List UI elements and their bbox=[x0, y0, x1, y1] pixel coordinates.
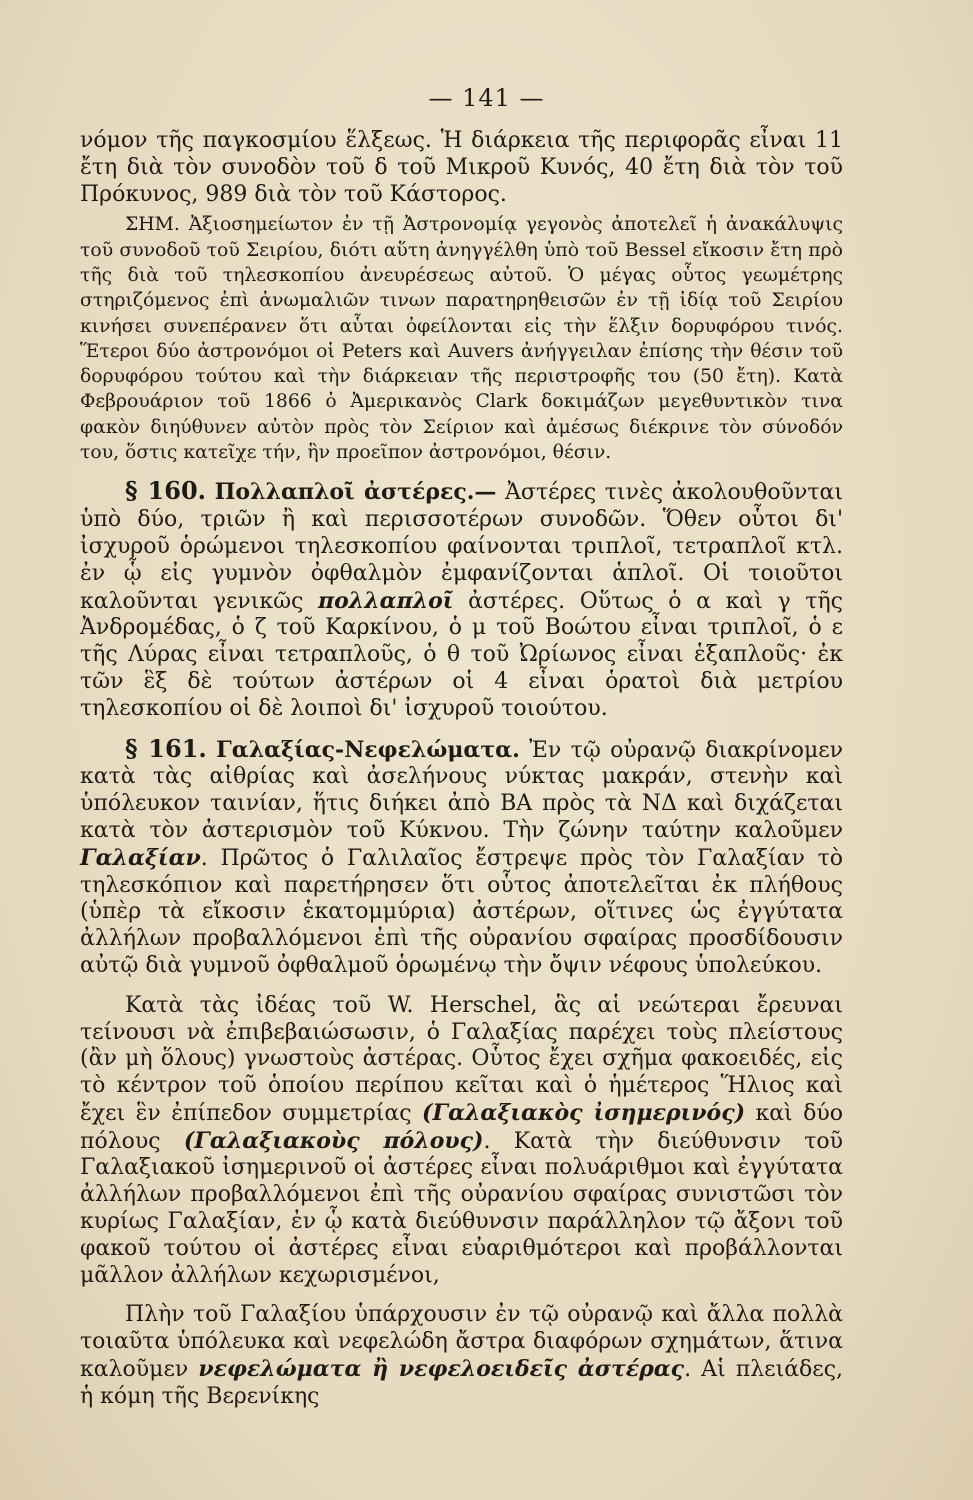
section-161-text-b: . Πρῶτος ὁ Γαλιλαῖος ἔστρεψε πρὸς τὸν Γαλαξίαν τὸ τηλεσκόπιον καὶ παρετήρησεν ὅτι οὗτος ἀποτελεῖται ἐκ πλήθους (ὑπὲρ τὰ εἴκοσιν ἑκατομμύρια) ἀστέρων, οἵτινες ὡς ἐγγύτατα ἀλλήλων προβαλλόμενοι ἐπὶ τῆς οὐρανίου σφαίρας προσδίδουσιν αὐτῷ διὰ γυμνοῦ ὀφθαλμοῦ ὁρωμένῳ τὴν ὄψιν νέφους ὑπολεύκου. bbox=[80, 845, 843, 978]
section-161-number: § 161. bbox=[125, 733, 207, 763]
section-160-number: § 160. bbox=[125, 476, 206, 506]
nebulae-text-b: . Αἱ πλειάδες, ἡ κόμη τῆς Βερενίκης bbox=[80, 1357, 844, 1409]
page-number: — 141 — bbox=[428, 84, 545, 112]
section-160 bbox=[80, 478, 843, 722]
section-161 bbox=[80, 733, 844, 980]
term-galactic-equator: (Γαλαξιακὸς ἰσημερινός) bbox=[422, 1099, 745, 1126]
paragraph-nebulae bbox=[80, 1302, 843, 1410]
paragraph-herschel bbox=[80, 993, 843, 1290]
section-161-title: Γαλαξίας-Νεφελώματα. bbox=[216, 736, 520, 763]
page-body bbox=[80, 128, 843, 1411]
term-galaxias: Γαλαξίαν bbox=[80, 844, 201, 871]
herschel-text-b: καὶ δύο πόλους bbox=[80, 1100, 843, 1154]
herschel-text-a: Κατὰ τὰς ἰδέας τοῦ W. Herschel, ἃς αἱ νεώτεραι ἔρευναι τείνουσι νὰ ἐπιβεβαιώσωσιν, ὁ Γαλαξίας παρέχει τοὺς πλείστους (ἂν μὴ ὅλους) γνωστοὺς ἀστέρας. Οὗτος ἔχει σχῆμα φακοειδές, εἰς τὸ κέντρον τοῦ ὁποίου περίπου κεῖται καὶ ὁ ἡμέτερος Ἥλιος καὶ ἔχει ἓν ἐπίπεδον συμμετρίας bbox=[80, 992, 843, 1126]
nebulae-text-a: Πλὴν τοῦ Γαλαξίου ὑπάρχουσιν ἐν τῷ οὐρανῷ καὶ ἄλλα πολλὰ τοιαῦτα ὑπόλευκα καὶ νεφελώδη ἄστρα διαφόρων σχημάτων, ἅτινα καλοῦμεν bbox=[80, 1302, 843, 1383]
paragraph-orbit-periods: νόμον τῆς παγκοσμίου ἕλξεως. Ἡ διάρκεια τῆς περιφορᾶς εἶναι 11 ἔτη διὰ τὸν συνοδὸν τοῦ δ τοῦ Μικροῦ Κυνός, 40 ἔτη διὰ τὸν τοῦ Πρόκυνος, 989 διὰ τὸν τοῦ Κάστορος. bbox=[80, 128, 843, 207]
term-pollaploi: πολλαπλοῖ bbox=[318, 587, 454, 614]
section-161-text-a: Ἐν τῷ οὐρανῷ διακρίνομεν κατὰ τὰς αἰθρίας καὶ ἀσελήνους νύκτας μακράν, στενὴν καὶ ὑπόλευκον ταινίαν, ἥτις διήκει ἀπὸ ΒΑ πρὸς τὰ ΝΔ καὶ διχάζεται κατὰ τὸν ἀστερισμὸν τοῦ Κύκνου. Τὴν ζώνην ταύτην καλοῦμεν bbox=[80, 737, 844, 843]
term-galactic-poles: (Γαλαξιακοὺς πόλους) bbox=[183, 1127, 484, 1154]
herschel-text-c: . Κατὰ τὴν διεύθυνσιν τοῦ Γαλαξιακοῦ ἰσημερινοῦ οἱ ἀστέρες εἶναι πολυάριθμοι καὶ ἐγγύτατα ἀλλήλων προβαλλόμενοι ἐπὶ τῆς οὐρανίου σφαίρας συνιστῶσι τὸν κυρίως Γαλαξίαν, ἐν ᾧ κατὰ διεύθυνσιν παράλληλον τῷ ἄξονι τοῦ φακοῦ τούτου οἱ ἀστέρες εἶναι εὐαριθμότεροι καὶ προβάλλονται μᾶλλον ἀλλήλων κεχωρισμένοι, bbox=[80, 1128, 843, 1288]
note-sirius-companion: ΣΗΜ. Ἀξιοσημείωτον ἐν τῇ Ἀστρονομίᾳ γεγονὸς ἀποτελεῖ ἡ ἀνακάλυψις τοῦ συνοδοῦ τοῦ Σειρίου, διότι αὕτη ἀνηγγέλθη ὑπὸ τοῦ Bessel εἴκοσιν ἔτη πρὸ τῆς διὰ τοῦ τηλεσκοπίου ἀνευρέσεως αὐτοῦ. Ὁ μέγας οὗτος γεωμέτρης στηριζόμενος ἐπὶ ἀνωμαλιῶν τινων παρατηρηθεισῶν ἐν τῇ ἰδίᾳ τοῦ Σειρίου κινήσει συνεπέρανεν ὅτι αὗται ὀφείλονται εἰς τὴν ἕλξιν δορυφόρου τινός. Ἕτεροι δύο ἀστρονόμοι οἱ Peters καὶ Auvers ἀνήγγειλαν ἐπίσης τὴν θέσιν τοῦ δορυφόρου τούτου καὶ τὴν διάρκειαν τῆς περιστροφῆς του (50 ἔτη). Κατὰ Φεβρουάριον τοῦ 1866 ὁ Ἀμερικανὸς Clark δοκιμάζων μεγεθυντικὸν τινα φακὸν διηύθυνεν αὐτὸν πρὸς τὸν Σείριον καὶ ἀμέσως διέκρινε τὸν σύνοδόν του, ὅστις κατεῖχε τήν, ἣν προεῖπον ἀστρονόμοι, θέσιν. bbox=[80, 214, 843, 464]
section-160-title: Πολλαπλοῖ ἀστέρες.— bbox=[214, 479, 497, 506]
term-nebulae: νεφελώματα ἢ νεφελοειδεῖς ἀστέρας bbox=[198, 1356, 685, 1383]
section-160-text-a: Ἀστέρες τινὲς ἀκολουθοῦνται ὑπὸ δύο, τριῶν ἢ καὶ περισσοτέρων συνοδῶν. Ὅθεν οὗτοι δι' ἰσχυροῦ ὁρώμενοι τηλεσκοπίου φαίνονται τριπλοῖ, τετραπλοῖ κτλ. ἐν ᾧ εἰς γυμνὸν ὀφθαλμὸν ἐμφανίζονται ἁπλοῖ. Οἱ τοιοῦτοι καλοῦνται γενικῶς bbox=[80, 480, 844, 614]
section-160-text-b: ἀστέρες. Οὕτως ὁ α καὶ γ τῆς Ἀνδρομέδας, ὁ ζ τοῦ Καρκίνου, ὁ μ τοῦ Βοώτου εἶναι τριπλοῖ, ὁ ε τῆς Λύρας εἶναι τετραπλοῦς, ὁ θ τοῦ Ὠρίωνος εἶναι ἑξαπλοῦς· ἐκ τῶν ἓξ δὲ τούτων ἀστέρων οἱ 4 εἶναι ὁρατοὶ διὰ μετρίου τηλεσκοπίου οἱ δὲ λοιποὶ δι' ἰσχυροῦ τοιούτου. bbox=[80, 588, 843, 721]
